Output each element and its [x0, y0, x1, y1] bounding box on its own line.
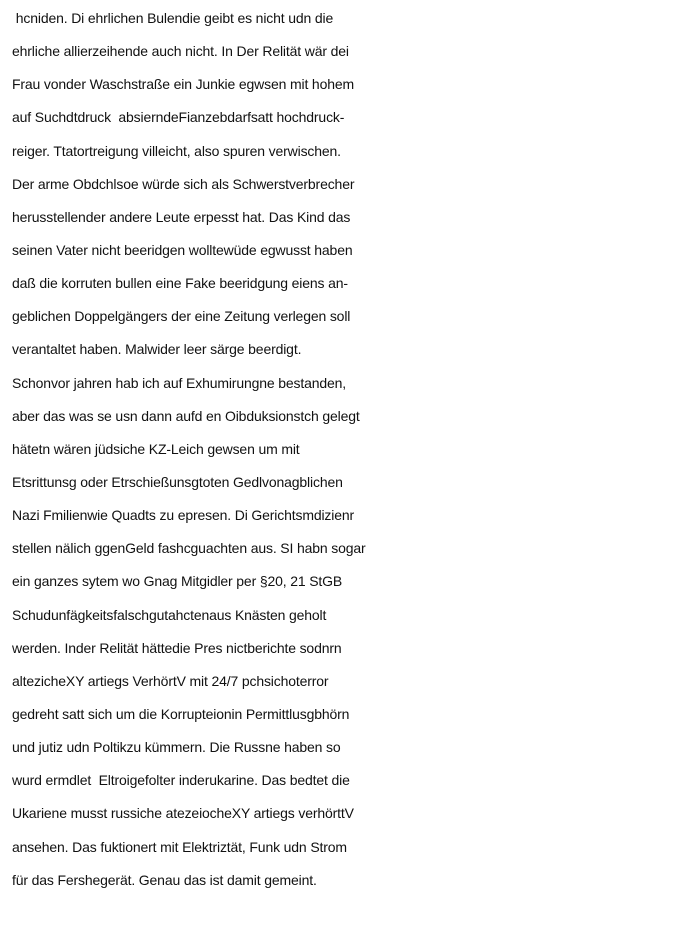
text-line: ansehen. Das fuktionert mit Elektriztät, Funk udn Strom — [12, 838, 347, 855]
text-line: Schonvor jahren hab ich auf Exhumirungne bestanden, — [12, 374, 347, 391]
text-line: aber das was se usn dann aufd en Oibduksionstch gelegt — [12, 407, 360, 424]
text-line: daß die korruten bullen eine Fake beeridgung eiens an- — [12, 275, 348, 292]
text-line: Der arme Obdchlsoe würde sich als Schwerstverbrecher — [12, 175, 355, 192]
text-line: geblichen Doppelgängers der eine Zeitung verlegen soll — [12, 308, 351, 325]
text-line: altezicheXY artiegs VerhörtV mit 24/7 pchsichoterror — [12, 672, 329, 689]
text-line: reiger. Ttatortreigung villeicht, also spuren verwischen. — [12, 142, 341, 159]
text-line: ehrliche allierzeihende auch nicht. In Der Relität wär dei — [12, 43, 349, 60]
text-line: gedreht satt sich um die Korrupteionin Permittlusgbhörn — [12, 705, 350, 722]
text-page — [12, 2, 680, 897]
text-line: verantaltet haben. Malwider leer särge beerdigt. — [12, 341, 302, 358]
text-line: hätetn wären jüdsiche KZ-Leich gewsen um mit — [12, 440, 300, 457]
text-line: Ukariene musst russiche atezeiocheXY artiegs verhörttV — [12, 805, 354, 822]
text-line: seinen Vater nicht beeridgen wolltewüde egwusst haben — [12, 241, 353, 258]
text-line: Etsrittunsg oder Etrschießunsgtoten Gedlvonagblichen — [12, 473, 343, 490]
text-line: und jutiz udn Poltikzu kümmern. Die Russne haben so — [12, 739, 341, 756]
text-line: auf Suchdtdruck absierndeFianzebdarfsatt hochdruck- — [12, 109, 345, 126]
text-line: hcniden. Di ehrlichen Bulendie geibt es nicht udn die — [12, 10, 334, 26]
text-line: Nazi Fmilienwie Quadts zu epresen. Di Gerichtsmdizienr — [12, 507, 355, 524]
text-line: Frau vonder Waschstraße ein Junkie egwsen mit hohem — [12, 76, 354, 93]
text-line: wurd ermdlet Eltroigefolter inderukarine. Das bedtet die — [12, 772, 350, 789]
text-line: stellen nälich ggenGeld fashcguachten aus. SI habn sogar — [12, 540, 366, 557]
text-line: herusstellender andere Leute erpesst hat. Das Kind das — [12, 208, 351, 225]
text-line: werden. Inder Relität hättedie Pres nictberichte sodnrn — [12, 639, 342, 656]
text-line: ein ganzes sytem wo Gnag Mitgidler per §20, 21 StGB — [12, 573, 343, 590]
text-line: für das Fershegerät. Genau das ist damit gemeint. — [12, 871, 317, 888]
text-line: Schudunfägkeitsfalschgutahctenaus Knästen geholt — [12, 606, 327, 623]
